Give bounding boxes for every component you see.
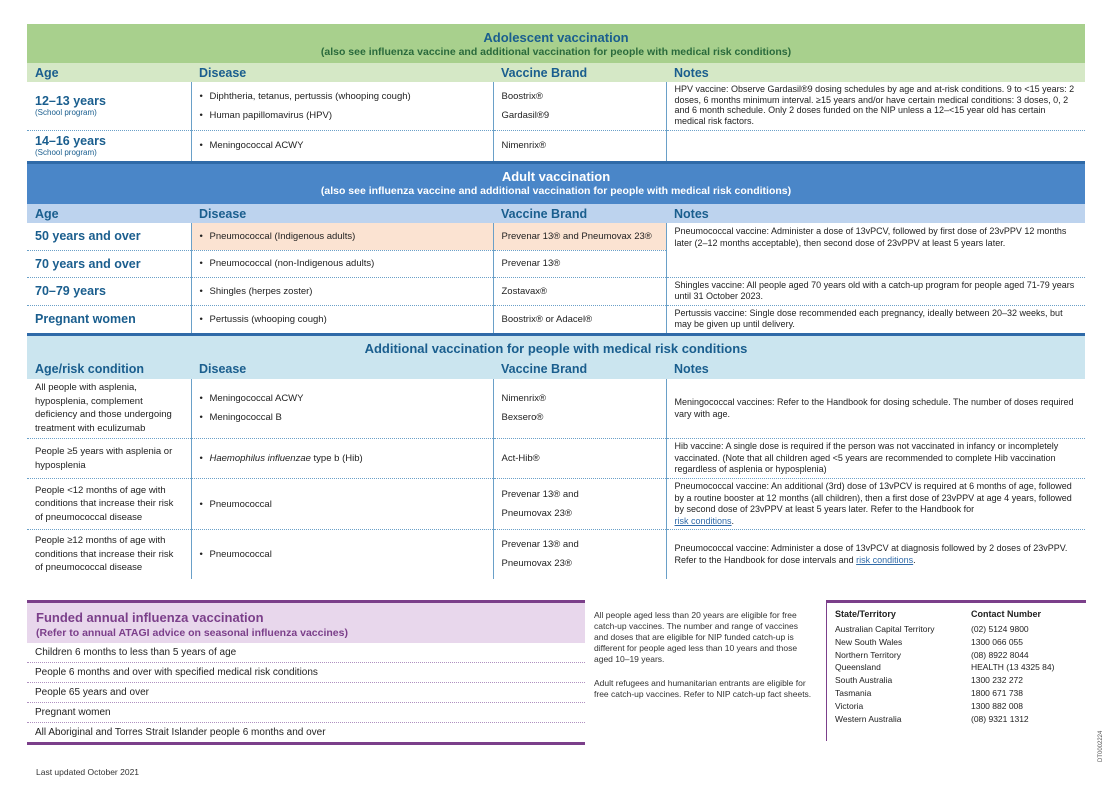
- list-item: All Aboriginal and Torres Strait Islander people 6 months and over: [27, 723, 585, 745]
- notes-cell: [666, 479, 1085, 530]
- brand-item: Bexsero®: [501, 412, 544, 424]
- table-row: [27, 82, 1085, 130]
- condition-cell: People ≥5 years with asplenia or hyposplenia: [27, 439, 191, 479]
- notes-cell: Hib vaccine: A single dose is required if the person was not vaccinated in infancy or incompletely vaccinated. (Note that all children aged <5 years are recommended to complete Hib vaccination regardless of asplenia or hyposplenia): [666, 439, 1085, 479]
- adolescent-subtitle: (also see influenza vaccine and additional vaccination for people with medical risk conditions): [320, 45, 792, 58]
- number-cell: HEALTH (13 4325 84): [971, 662, 1055, 673]
- age-label: 12–13 years: [35, 94, 106, 109]
- age-note: (School program): [35, 148, 97, 158]
- brand-cell: [493, 439, 666, 479]
- age-cell: [27, 82, 191, 130]
- adult-table: [27, 204, 1085, 333]
- disease-item: • Pneumococcal (non-Indigenous adults): [200, 254, 485, 273]
- brand-item: Prevenar 13® and Pneumovax 23®: [501, 230, 652, 242]
- disease-cell: [191, 223, 493, 250]
- number-cell: 1800 671 738: [971, 687, 1023, 698]
- notes-period: .: [731, 515, 735, 526]
- state-cell: South Australia: [835, 675, 893, 686]
- list-item: Children 6 months to less than 5 years of age: [27, 643, 585, 663]
- col-state: State/Territory: [835, 609, 896, 619]
- disease-rest: type b (Hib): [310, 453, 363, 464]
- brand-item: Nimenrix®: [501, 140, 546, 152]
- age-label: 50 years and over: [35, 229, 141, 244]
- brand-item: Pneumovax 23®: [501, 558, 572, 570]
- col-notes: Notes: [666, 360, 1085, 379]
- table-row: [835, 661, 1081, 674]
- notes-cell: Pneumococcal vaccine: Administer a dose of 13vPCV, followed by first dose of 23vPPV 12 months later (2–12 months acceptable), then second dose of 23vPPV at least 5 years later.: [666, 223, 1085, 277]
- disease-item: • Shingles (herpes zoster): [200, 282, 485, 301]
- col-brand: Vaccine Brand: [493, 63, 666, 82]
- age-cell: [27, 305, 191, 333]
- disease-cell: [191, 379, 493, 439]
- age-label: Pregnant women: [35, 312, 136, 326]
- table-row: [835, 687, 1081, 700]
- notes-text: Pneumococcal vaccine: Administer a dose of 13vPCV at diagnosis followed by 2 doses of 23vPPV. Refer to the Handbook for dose intervals and: [674, 543, 1068, 566]
- brand-item: Nimenrix®: [501, 393, 546, 405]
- additional-title: Additional vaccination for people with medical risk conditions: [364, 340, 748, 356]
- brand-cell: [493, 130, 666, 161]
- age-note: (School program): [35, 108, 97, 118]
- notes-cell: Pertussis vaccine: Single dose recommended each pregnancy, ideally between 20–32 weeks, but may be given up until delivery.: [666, 305, 1085, 333]
- influenza-subtitle: (Refer to annual ATAGI advice on seasonal influenza vaccines): [36, 627, 348, 639]
- table-row: [27, 530, 1085, 579]
- disease-item: • Meningococcal ACWY: [200, 389, 485, 408]
- adult-title: Adult vaccination: [501, 169, 611, 184]
- last-updated: Last updated October 2021: [36, 767, 140, 777]
- disease-item: • Pneumococcal (Indigenous adults): [200, 227, 485, 246]
- disease-italic: Haemophilus influenzae: [209, 453, 311, 464]
- condition-cell: People ≥12 months of age with conditions that increase their risk of pneumococcal disease: [35, 535, 174, 573]
- adolescent-title: Adolescent vaccination: [483, 30, 629, 45]
- additional-table: [27, 360, 1085, 579]
- table-row: [835, 713, 1081, 726]
- brand-item: Act-Hib®: [501, 453, 540, 464]
- disease-cell: [191, 479, 493, 530]
- adolescent-table: [27, 63, 1085, 161]
- influenza-section: [27, 600, 585, 745]
- state-cell: Queensland: [835, 662, 881, 673]
- disease-cell: [191, 82, 493, 130]
- table-row: [27, 305, 1085, 333]
- brand-cell: [493, 305, 666, 333]
- table-row: [835, 636, 1081, 649]
- col-condition: Age/risk condition: [27, 360, 191, 379]
- notes-cell: Shingles vaccine: All people aged 70 years old with a catch-up program for people aged 71-79 years until 31 October 2023.: [666, 277, 1085, 305]
- state-cell: Australian Capital Territory: [835, 624, 935, 634]
- col-number: Contact Number: [971, 609, 1042, 619]
- notes-text: Pneumococcal vaccine: An additional (3rd) dose of 13vPCV is required at 6 months of age, followed by a routine booster at 12 months (all children), then a first dose of 23vPPV at age 4 years, followed by second dose of 23vPPV at least 5 years later. Refer to the Handbook for: [674, 481, 1072, 514]
- number-cell: 1300 882 008: [971, 700, 1023, 711]
- brand-item: Pneumovax 23®: [501, 508, 572, 519]
- adult-subtitle: (also see influenza vaccine and additional vaccination for people with medical risk conditions): [320, 184, 792, 197]
- col-age: Age: [27, 63, 191, 82]
- state-cell: Victoria: [835, 700, 864, 711]
- col-disease: Disease: [191, 204, 493, 223]
- col-age: Age: [27, 204, 191, 223]
- age-cell: [27, 223, 191, 250]
- disease-item: • Diphtheria, tetanus, pertussis (whooping cough): [200, 87, 485, 106]
- state-cell: Northern Territory: [835, 649, 901, 660]
- age-label: 70 years and over: [35, 256, 141, 271]
- table-row: [27, 277, 1085, 305]
- table-row: [27, 379, 1085, 439]
- col-brand: Vaccine Brand: [493, 360, 666, 379]
- catchup-info: [594, 610, 814, 713]
- disease-item: • Pneumococcal: [200, 495, 485, 514]
- state-cell: Tasmania: [835, 687, 872, 698]
- notes-cell: [666, 530, 1085, 579]
- state-cell: New South Wales: [835, 636, 903, 647]
- notes-cell: HPV vaccine: Observe Gardasil®9 dosing schedules by age and at-risk conditions. 9 to <15 years: 2 doses, 6 months minimum interval. ≥15 years and/or have certain medical conditions: 3 doses, 0, 2 and 6 month schedule. Only 2 doses funded on the NIP unless a 12–<15 year old has certain medical risk factors.: [666, 82, 1085, 130]
- col-disease: Disease: [191, 360, 493, 379]
- table-row: [27, 130, 1085, 161]
- table-row: [835, 623, 1081, 636]
- catchup-paragraph: All people aged less than 20 years are eligible for free catch-up vaccines. The number and range of vaccines and doses that are eligible for NIP funded catch-up is different for people aged less than 10 years and those aged 10–19 years.: [594, 610, 798, 664]
- table-row: [835, 649, 1081, 662]
- adolescent-section: [27, 24, 1085, 161]
- contacts-table: [835, 609, 1081, 725]
- table-row: [27, 439, 1085, 479]
- disease-cell: [191, 250, 493, 277]
- condition-cell: All people with asplenia, hyposplenia, complement deficiency and those undergoing treatment with eculizumab: [27, 379, 191, 439]
- adult-header: [27, 161, 1085, 204]
- notes-period: .: [913, 555, 916, 566]
- col-notes: Notes: [666, 63, 1085, 82]
- additional-header: [27, 333, 1085, 360]
- table-row: [27, 479, 1085, 530]
- brand-item: Gardasil®9: [501, 109, 550, 121]
- brand-cell: [493, 277, 666, 305]
- disease-cell: [191, 530, 493, 579]
- additional-section: [27, 333, 1085, 579]
- catchup-paragraph: Adult refugees and humanitarian entrants are eligible for free catch-up vaccines. Refer to NIP catch-up fact sheets.: [594, 678, 812, 699]
- disease-item: • Meningococcal B: [200, 408, 485, 427]
- risk-conditions-link[interactable]: risk conditions: [856, 555, 914, 566]
- brand-cell: [493, 82, 666, 130]
- brand-item: Boostrix® or Adacel®: [501, 313, 593, 325]
- brand-item: Boostrix®: [501, 90, 543, 102]
- age-cell: [27, 277, 191, 305]
- number-cell: 1300 232 272: [971, 675, 1023, 686]
- list-item: People 6 months and over with specified medical risk conditions: [27, 663, 585, 683]
- age-label: 14–16 years: [35, 134, 106, 149]
- document-code: DT0002224: [1098, 730, 1104, 762]
- brand-cell: [493, 530, 666, 579]
- col-disease: Disease: [191, 63, 493, 82]
- table-row: [835, 674, 1081, 687]
- brand-cell: [493, 223, 666, 250]
- brand-item: Prevenar 13® and: [501, 539, 579, 551]
- brand-item: Zostavax®: [501, 285, 548, 297]
- state-cell: Western Australia: [835, 713, 902, 724]
- table-row: [835, 700, 1081, 713]
- schedule-sheet: [27, 24, 1085, 579]
- disease-cell: [191, 305, 493, 333]
- notes-cell: Meningococcal vaccines: Refer to the Handbook for dosing schedule. The number of doses required vary with age.: [666, 379, 1085, 439]
- brand-cell: [493, 250, 666, 277]
- condition-cell: People <12 months of age with conditions that increase their risk of pneumococcal disease: [27, 479, 191, 530]
- number-cell: (08) 8922 8044: [971, 649, 1029, 660]
- list-item: People 65 years and over: [27, 683, 585, 703]
- brand-item: Prevenar 13®: [501, 258, 561, 269]
- disease-item: [200, 449, 485, 468]
- number-cell: (08) 9321 1312: [971, 713, 1029, 724]
- disease-item: • Pertussis (whooping cough): [200, 310, 485, 329]
- number-cell: (02) 5124 9800: [971, 624, 1029, 634]
- age-cell: [27, 130, 191, 161]
- disease-cell: [191, 439, 493, 479]
- disease-item: • Pneumococcal: [200, 545, 485, 564]
- disease-item: • Meningococcal ACWY: [200, 136, 485, 155]
- list-item: Pregnant women: [27, 703, 585, 723]
- col-notes: Notes: [666, 204, 1085, 223]
- disease-item: • Human papillomavirus (HPV): [200, 106, 485, 125]
- risk-conditions-link[interactable]: risk conditions: [674, 515, 732, 526]
- age-cell: [27, 250, 191, 277]
- disease-cell: [191, 277, 493, 305]
- number-cell: 1300 066 055: [971, 636, 1023, 647]
- table-row: [27, 223, 1085, 250]
- influenza-title: Funded annual influenza vaccination: [36, 610, 264, 625]
- contacts-panel: [826, 600, 1086, 741]
- brand-cell: [493, 479, 666, 530]
- brand-cell: [493, 379, 666, 439]
- adult-section: [27, 161, 1085, 333]
- influenza-header: [27, 603, 585, 643]
- adolescent-header: [27, 24, 1085, 63]
- notes-cell: [666, 130, 1085, 161]
- col-brand: Vaccine Brand: [493, 204, 666, 223]
- disease-cell: [191, 130, 493, 161]
- brand-item: Prevenar 13® and: [501, 489, 579, 500]
- age-label: 70–79 years: [35, 284, 106, 298]
